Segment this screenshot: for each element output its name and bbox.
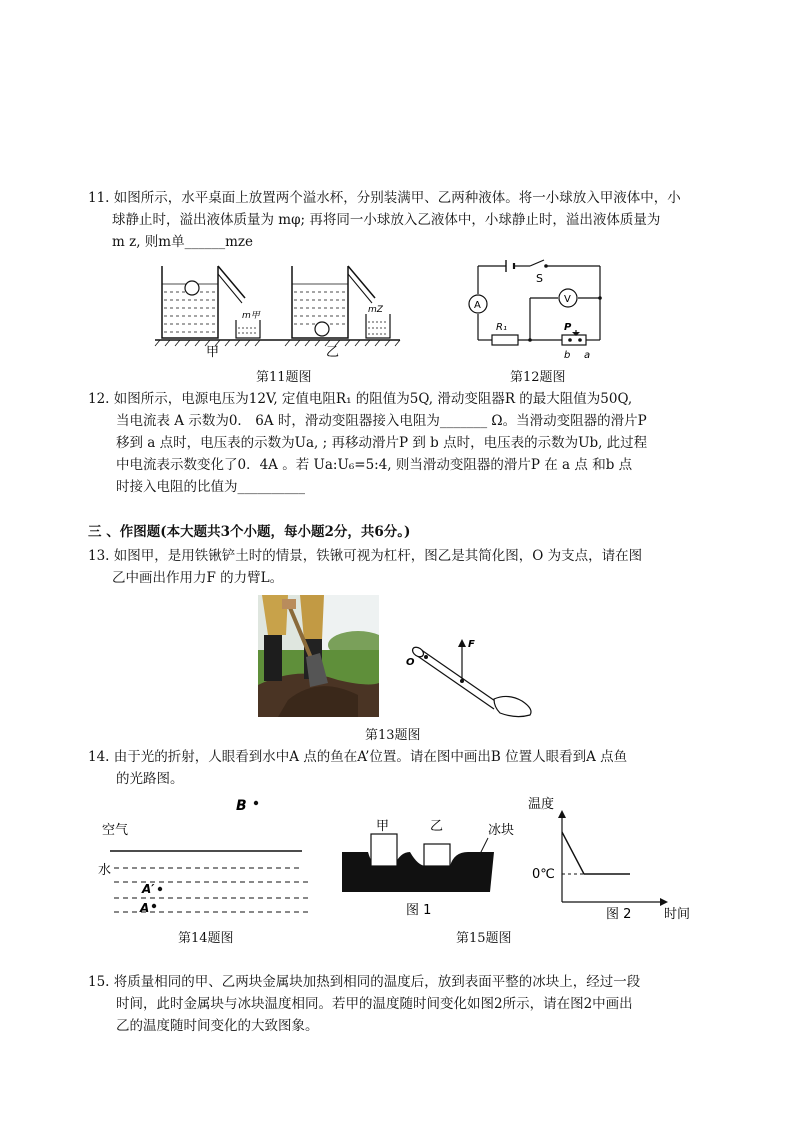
q13-line-1: 13. 如图甲，是用铁锹铲土时的情景，铁锹可视为杠杆，图乙是其简化图，O 为支点，请在图	[88, 548, 643, 564]
figure-15-ice-block	[338, 812, 518, 922]
q11-line-3: m z, 则m单______mze	[112, 234, 253, 250]
figure-15-temperature-graph	[522, 790, 702, 925]
zero-celsius-label: 0℃	[532, 867, 555, 882]
fig1-label: 图 1	[406, 903, 432, 918]
point-a-label: A	[140, 901, 150, 915]
fig2-label: 图 2	[606, 907, 632, 922]
figure-12-circuit	[460, 258, 610, 364]
slider-p-label: P	[564, 322, 572, 333]
air-label: 空气	[102, 823, 129, 838]
shovel-photo	[258, 595, 379, 717]
r1-label: R₁	[496, 322, 507, 333]
voltmeter-label: V	[564, 294, 571, 305]
q12-line-3: 移到 a 点时，电压表的示数为Ua, ; 再移动滑片P 到 b 点时，电压表的示数为Ub, 此过程	[116, 435, 648, 451]
point-a-label: a	[584, 350, 591, 361]
time-axis-label: 时间	[664, 907, 691, 922]
q12-line-4: 中电流表示数变化了0．4A 。若 Ua:U₆=5:4, 则当滑动变阻器的滑片P 在 a 点 和b 点	[116, 457, 633, 473]
m-jia-label: m甲	[242, 311, 260, 321]
switch-label: S	[536, 272, 543, 285]
point-b-label: B	[236, 798, 247, 814]
temp-axis-label: 温度	[528, 797, 555, 812]
q14-line-2: 的光路图。	[116, 771, 184, 787]
q11-line-2: 球静止时，溢出液体质量为 mφ; 再将同一小球放入乙液体中，小球静止时，溢出液体质量为	[112, 212, 661, 228]
figure-15-caption: 第15题图	[456, 931, 512, 946]
figure-13-shovel-diagram	[398, 635, 538, 720]
figure-13-caption: 第13题图	[365, 728, 421, 743]
q13-line-2: 乙中画出作用力F 的力臂L。	[112, 570, 284, 586]
ammeter-label: A	[474, 300, 481, 311]
q15-line-1: 15. 将质量相同的甲、乙两块金属块加热到相同的温度后，放到表面平整的冰块上，经过一段	[88, 974, 641, 990]
figure-14-refraction	[90, 794, 320, 922]
q12-line-1: 12. 如图所示，电源电压为12V, 定值电阻R₁ 的阻值为5Q, 滑动变阻器R 的最大阻值为50Q,	[88, 391, 633, 407]
figure-11-overflow-cups	[150, 258, 410, 358]
figure-12-caption: 第12题图	[510, 370, 566, 385]
block-yi-label: 乙	[430, 819, 444, 834]
q12-line-5: 时接入电阻的比值为__________	[116, 479, 305, 495]
point-a-prime-label: A′	[142, 882, 155, 896]
point-b-label: b	[564, 350, 571, 361]
block-jia-label: 甲	[376, 819, 390, 834]
pivot-o-label: O	[406, 657, 415, 668]
q14-line-1: 14. 由于光的折射，人眼看到水中A 点的鱼在A’位置。请在图中画出B 位置人眼看到A 点鱼	[88, 749, 628, 765]
cup-yi-label: 乙	[326, 345, 340, 358]
q15-line-2: 时间，此时金属块与冰块温度相同。若甲的温度随时间变化如图2所示，请在图2中画出	[116, 996, 633, 1012]
force-f-label: F	[468, 639, 475, 650]
figure-14-caption: 第14题图	[178, 931, 234, 946]
ice-label: 冰块	[488, 823, 515, 838]
section-3-heading: 三 、作图题(本大题共3个小题，每小题2分，共6分。)	[88, 524, 411, 540]
water-label: 水	[98, 863, 112, 878]
q11-line-1: 11. 如图所示，水平桌面上放置两个溢水杯，分别装满甲、乙两种液体。将一小球放入甲液体中，小	[88, 190, 681, 206]
q15-line-3: 乙的温度随时间变化的大致图象。	[116, 1018, 319, 1034]
figure-11-caption: 第11题图	[256, 370, 312, 385]
m-yi-label: mZ	[368, 305, 383, 315]
cup-jia-label: 甲	[206, 345, 220, 358]
q12-line-2: 当电流表 A 示数为0． 6A 时，滑动变阻器接入电阻为_______ Ω。当滑动变阻器的滑片P	[116, 413, 647, 429]
